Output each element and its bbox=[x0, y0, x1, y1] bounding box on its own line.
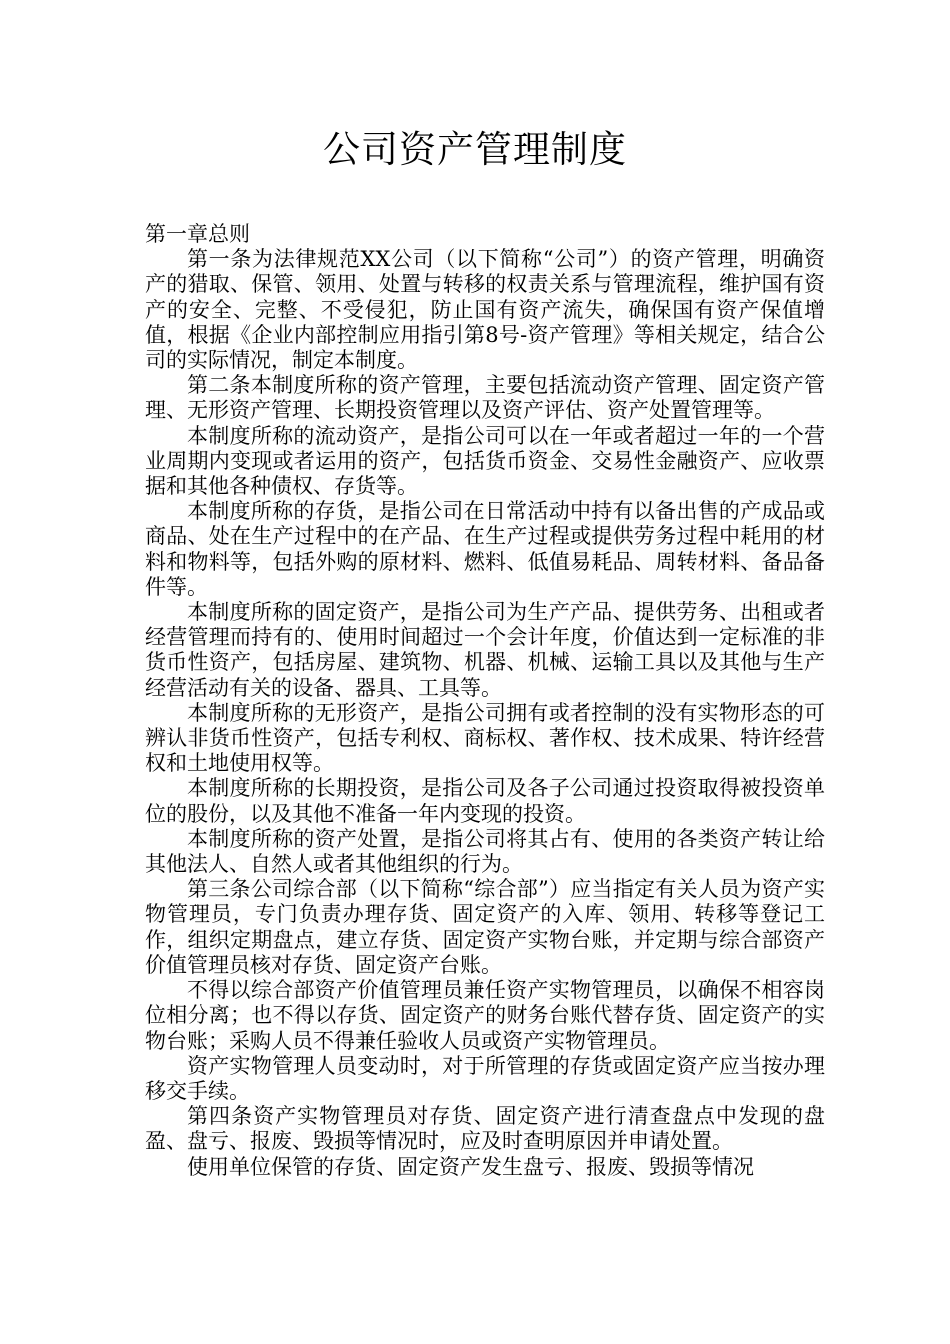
paragraph-current-assets: 本制度所称的流动资产，是指公司可以在一年或者超过一年的一个营业周期内变现或者运用的资产，包括货币资金、交易性金融资产、应收票据和其他各种债权、存货等。 bbox=[145, 423, 825, 499]
paragraph-article-4: 第四条资产实物管理员对存货、固定资产进行清查盘点中发现的盘盈、盘亏、报废、毁损等情况时，应及时查明原因并申请处置。 bbox=[145, 1104, 825, 1154]
paragraph-fixed-assets: 本制度所称的固定资产，是指公司为生产产品、提供劳务、出租或者经营管理而持有的、使用时间超过一个会计年度，价值达到一定标准的非货币性资产，包括房屋、建筑物、机器、机械、运输工具以及其他与生产经营活动有关的设备、器具、工具等。 bbox=[145, 600, 825, 700]
document-title: 公司资产管理制度 bbox=[323, 128, 627, 171]
paragraph-article-3: 第三条公司综合部（以下简称“综合部”）应当指定有关人员为资产实物管理员，专门负责办理存货、固定资产的入库、领用、转移等登记工作，组织定期盘点，建立存货、固定资产实物台账，并定期与综合部资产价值管理员核对存货、固定资产台账。 bbox=[145, 877, 825, 977]
document-body bbox=[145, 222, 825, 1180]
paragraph-article-1: 第一条为法律规范XX公司（以下简称“公司”）的资产管理，明确资产的猎取、保管、领用、处置与转移的权责关系与管理流程，维护国有资产的安全、完整、不受侵犯，防止国有资产流失，确保国有资产保值增值，根据《企业内部控制应用指引第8号-资产管理》等相关规定，结合公司的实际情况，制定本制度。 bbox=[145, 247, 825, 373]
paragraph-user-unit-losses: 使用单位保管的存货、固定资产发生盘亏、报废、毁损等情况 bbox=[187, 1154, 754, 1179]
paragraph-separation-of-duties: 不得以综合部资产价值管理员兼任资产实物管理员，以确保不相容岗位相分离；也不得以存货、固定资产的财务台账代替存货、固定资产的实物台账；采购人员不得兼任验收人员或资产实物管理员。 bbox=[145, 978, 825, 1053]
paragraph-intangible-assets: 本制度所称的无形资产，是指公司拥有或者控制的没有实物形态的可辨认非货币性资产，包括专利权、商标权、著作权、技术成果、特许经营权和土地使用权等。 bbox=[145, 700, 825, 776]
paragraph-article-2: 第二条本制度所称的资产管理，主要包括流动资产管理、固定资产管理、无形资产管理、长期投资管理以及资产评估、资产处置管理等。 bbox=[145, 373, 825, 423]
chapter-heading: 第一章总则 bbox=[145, 222, 250, 246]
paragraph-asset-disposal: 本制度所称的资产处置，是指公司将其占有、使用的各类资产转让给其他法人、自然人或者其他组织的行为。 bbox=[145, 826, 825, 877]
paragraph-inventory: 本制度所称的存货，是指公司在日常活动中持有以备出售的产成品或商品、处在生产过程中的在产品、在生产过程或提供劳务过程中耗用的材料和物料等，包括外购的原材料、燃料、低值易耗品、周转材料、备品备件等。 bbox=[145, 499, 825, 599]
paragraph-long-term-investment: 本制度所称的长期投资，是指公司及各子公司通过投资取得被投资单位的股份，以及其他不准备一年内变现的投资。 bbox=[145, 776, 825, 826]
paragraph-handover: 资产实物管理人员变动时，对于所管理的存货或固定资产应当按办理移交手续。 bbox=[145, 1053, 825, 1103]
